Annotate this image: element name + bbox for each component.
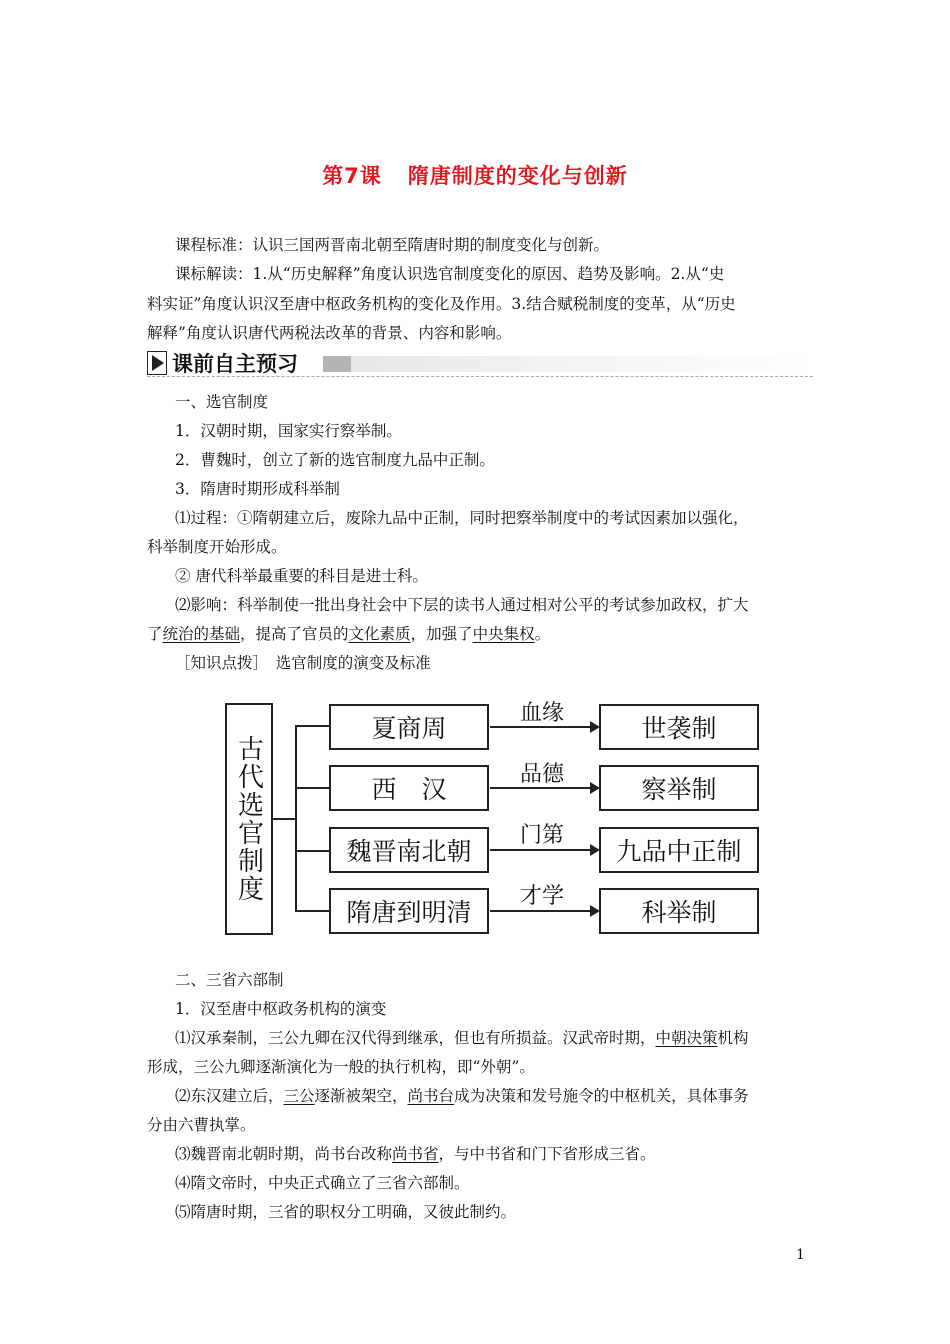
impact-text: 了 (147, 625, 163, 643)
impact-line-2 (147, 624, 550, 644)
banner-label: 课前自主预习 (172, 352, 298, 376)
evolution-line-4: 分由六曹执掌。 (147, 1116, 256, 1134)
lesson-title (0, 160, 950, 190)
connector-line (295, 787, 329, 789)
body-text: ，与中书省和门下省形成三省。 (438, 1145, 656, 1163)
banner-graybar (323, 356, 351, 372)
knowledge-tip: ［知识点拨］ 选官制度的演变及标准 (175, 654, 431, 672)
body-text: ⑶魏晋南北朝时期，尚书台改称 (175, 1145, 393, 1163)
underlined-term: 统治的基础 (162, 625, 241, 643)
impact-text: ，加强了 (410, 625, 473, 643)
criterion-label: 血缘 (520, 701, 565, 726)
body-text: ⑵东汉建立后， (175, 1087, 284, 1105)
section1-item1: 1．汉朝时期，国家实行察举制。 (175, 422, 402, 440)
system-box: 世袭制 (599, 704, 759, 750)
arrow-right-icon (490, 849, 598, 851)
impact-text: ，提高了官员的 (240, 625, 349, 643)
interpretation-line-1: 课标解读：1.从“历史解释”角度认识选官制度变化的原因、趋势及影响。2.从“史 (175, 265, 725, 283)
evolution-line-6: ⑷隋文帝时，中央正式确立了三省六部制。 (175, 1174, 470, 1192)
impact-line-1: ⑵影响：科举制使一批出身社会中下层的读书人通过相对公平的考试参加政权，扩大 (175, 596, 749, 614)
process-line-2: 科举制度开始形成。 (147, 538, 287, 556)
underlined-term: 尚书省 (392, 1145, 439, 1163)
process-line-1: ⑴过程：①隋朝建立后，废除九品中正制，同时把察举制度中的考试因素加以强化， (175, 509, 749, 527)
section1-item3: 3．隋唐时期形成科举制 (175, 480, 340, 498)
underlined-term: 中朝决策 (655, 1029, 718, 1047)
evolution-line-1 (175, 1028, 749, 1048)
banner-dotted-rule (147, 376, 813, 377)
banner-gradient (351, 356, 813, 372)
interpretation-line-2: 料实证”角度认识汉至唐中枢政务机构的变化及作用。3.结合赋税制度的变革，从“历史 (147, 295, 736, 313)
connector-line (295, 725, 329, 727)
period-box: 魏晋南北朝 (329, 827, 489, 873)
process-line-3: ② 唐代科举最重要的科目是进士科。 (175, 567, 428, 585)
body-text: ⑴汉承秦制，三公九卿在汉代得到继承，但也有所损益。汉武帝时期， (175, 1029, 656, 1047)
arrow-right-icon (490, 910, 598, 912)
course-standard: 课程标准：认识三国两晋南北朝至隋唐时期的制度变化与创新。 (175, 236, 610, 254)
system-box: 九品中正制 (599, 827, 759, 873)
selection-system-diagram (222, 700, 762, 940)
underlined-term: 三公 (283, 1087, 315, 1105)
diagram-root-box: 古代选官制度 (225, 703, 273, 935)
impact-text: 。 (534, 625, 551, 643)
underlined-term: 文化素质 (348, 625, 411, 643)
underlined-term: 中央集权 (472, 625, 535, 643)
play-arrow-icon (147, 351, 167, 375)
lesson-number: 第7课 (322, 164, 382, 188)
section1-item2: 2．曹魏时，创立了新的选官制度九品中正制。 (175, 451, 495, 469)
connector-line (295, 725, 297, 911)
evolution-line-3 (175, 1086, 749, 1106)
period-box: 隋唐到明清 (329, 888, 489, 934)
period-box: 西 汉 (329, 765, 489, 811)
arrow-right-icon (490, 726, 598, 728)
connector-line (273, 818, 295, 820)
section2-item1: 1．汉至唐中枢政务机构的演变 (175, 1000, 387, 1018)
section1-heading: 一、选官制度 (175, 393, 269, 411)
body-text: 逐渐被架空， (314, 1087, 408, 1105)
criterion-label: 品德 (520, 762, 565, 787)
section-banner (147, 349, 813, 379)
criterion-label: 门第 (520, 823, 565, 848)
arrow-right-icon (490, 787, 598, 789)
lesson-name: 隋唐制度的变化与创新 (407, 164, 628, 188)
connector-line (295, 850, 329, 852)
system-box: 察举制 (599, 765, 759, 811)
page-number: 1 (796, 1247, 805, 1263)
period-box: 夏商周 (329, 704, 489, 750)
evolution-line-7: ⑸隋唐时期，三省的职权分工明确，又彼此制约。 (175, 1203, 517, 1221)
body-text: 机构 (717, 1029, 749, 1047)
connector-line (295, 910, 329, 912)
underlined-term: 尚书台 (407, 1087, 455, 1105)
body-text: 成为决策和发号施令的中枢机关，具体事务 (454, 1087, 749, 1105)
interpretation-line-3: 解释”角度认识唐代两税法改革的背景、内容和影响。 (147, 324, 512, 342)
system-box: 科举制 (599, 888, 759, 934)
section2-heading: 二、三省六部制 (175, 971, 284, 989)
evolution-line-2: 形成，三公九卿逐渐演化为一般的执行机构，即“外朝”。 (147, 1058, 535, 1076)
evolution-line-5 (175, 1144, 656, 1164)
criterion-label: 才学 (520, 884, 565, 909)
